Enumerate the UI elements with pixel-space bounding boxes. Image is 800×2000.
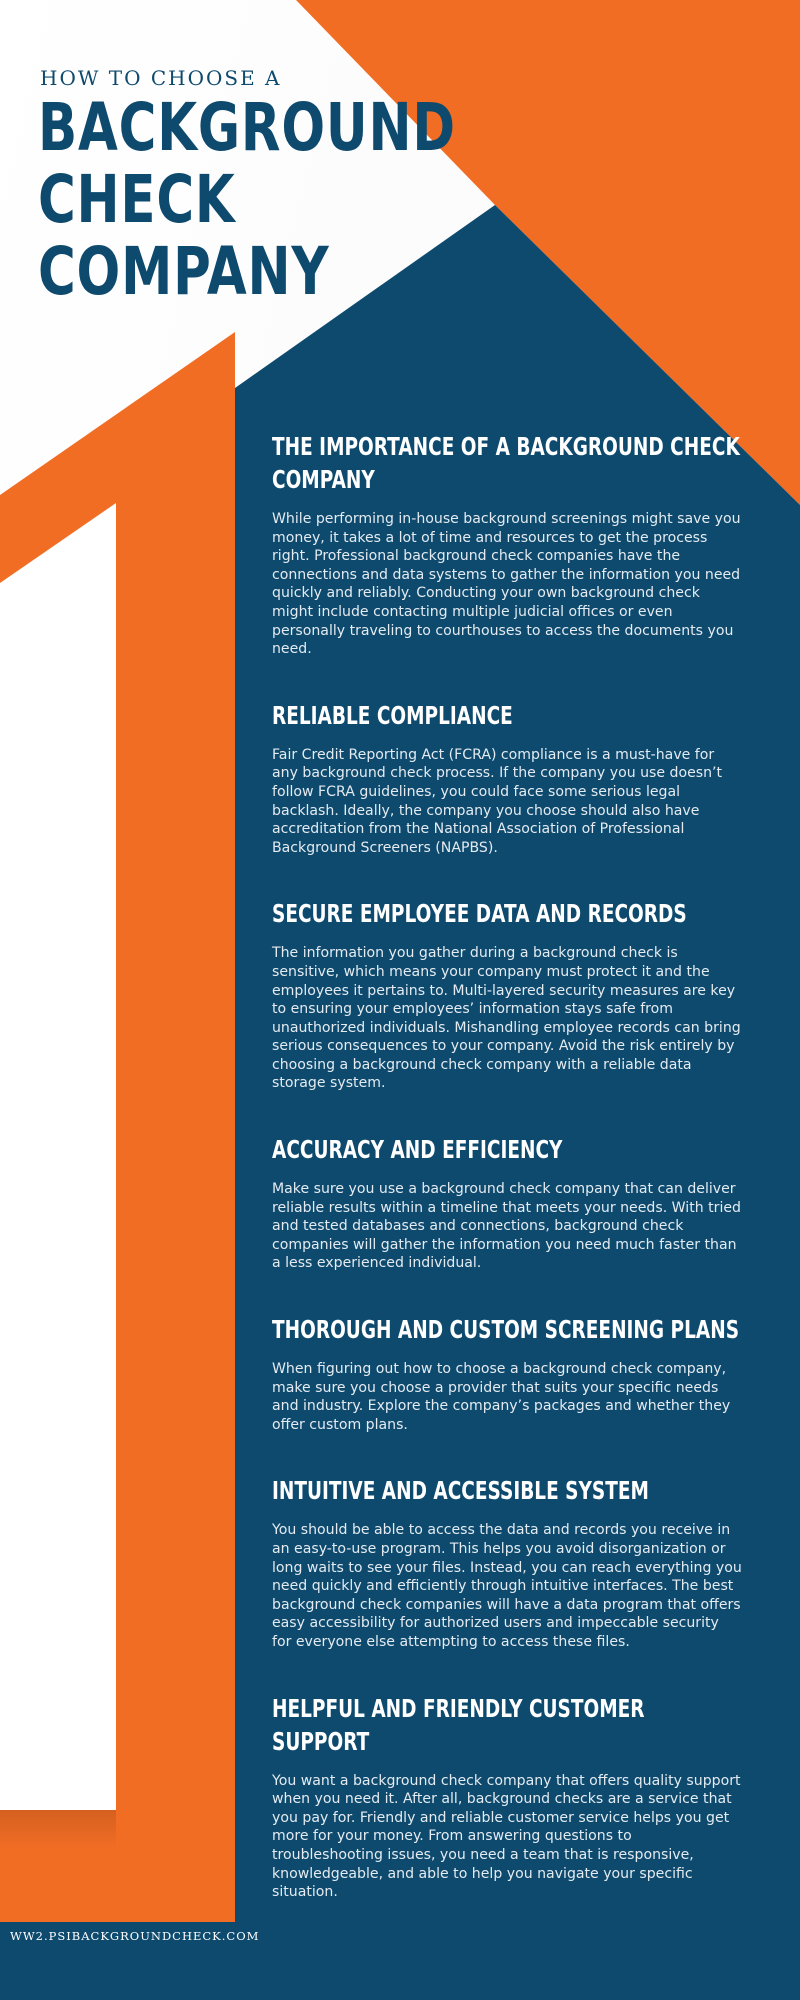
title-line: CHECK: [38, 161, 236, 238]
section-compliance: [272, 699, 742, 858]
section-importance: [272, 430, 742, 659]
section-body: Make sure you use a background check company that can deliver reliable results within a timeline that meets your needs. With tried and tested databases and connections, background check companies will gather the information you need much faster than a less experienced individual.: [272, 1181, 741, 1272]
section-body: Fair Credit Reporting Act (FCRA) compliance is a must-have for any background check process. If the company you use doesn’t follow FCRA guidelines, you could face some serious legal backlash. Ideally, the company you choose should also have accreditation from the National Association of Professional Background Screeners (NAPBS).: [272, 746, 723, 856]
title-line: COMPANY: [38, 233, 330, 310]
section-accessible-system: [272, 1474, 742, 1651]
section-heading: SECURE EMPLOYEE DATA AND RECORDS: [272, 899, 687, 929]
section-heading: HELPFUL AND FRIENDLY CUSTOMER SUPPORT: [272, 1693, 645, 1756]
section-secure-data: [272, 897, 742, 1093]
section-body: You should be able to access the data and records you receive in an easy-to-use program. This helps you avoid disorganization or long waits to see your files. Instead, you can reach everything you need quickly and efficiently through intuitive interfaces. The best background check companies will have a data program that offers easy accessibility for authorized users and impeccable security for everyone else attempting to access these files.: [272, 1522, 742, 1650]
section-body: The information you gather during a background check is sensitive, which means your company must protect it and the employees it pertains to. Multi-layered security measures are key to ensuring your employees’ information stays safe from unauthorized individuals. Mishandling employee records can bring serious consequences to your company. Avoid the risk entirely by choosing a background check company with a reliable data storage system.: [272, 945, 741, 1092]
section-heading: THOROUGH AND CUSTOM SCREENING PLANS: [272, 1315, 740, 1345]
section-screening-plans: [272, 1313, 742, 1434]
header-kicker: HOW TO CHOOSE A: [40, 66, 282, 90]
number-one-shadow: [0, 1810, 116, 1850]
section-heading: RELIABLE COMPLIANCE: [272, 700, 513, 730]
section-heading: INTUITIVE AND ACCESSIBLE SYSTEM: [272, 1476, 649, 1506]
footer-website-url: WW2.PSIBACKGROUNDCHECK.COM: [10, 1929, 260, 1943]
section-heading: ACCURACY AND EFFICIENCY: [272, 1135, 563, 1165]
section-customer-support: [272, 1692, 742, 1902]
number-one-inner-white: [0, 503, 116, 1810]
section-body: When figuring out how to choose a background check company, make sure you choose a provider that suits your specific needs and industry. Explore the company’s packages and whether they offer custom plans.: [272, 1361, 731, 1433]
section-body: You want a background check company that offers quality support when you need it. After all, background checks are a service that you pay for. Friendly and reliable customer service helps you get more for your money. From answering questions to troubleshooting issues, you need a team that is responsive, knowledgeable, and able to help you navigate your specific situation.: [272, 1772, 741, 1901]
section-accuracy: [272, 1133, 742, 1273]
section-heading: THE IMPORTANCE OF A BACKGROUND CHECK COMPANY: [272, 432, 740, 494]
page-title: [38, 89, 456, 310]
content-sections: [272, 430, 742, 1902]
section-body: While performing in-house background screenings might save you money, it takes a lot of time and resources to get the process right. Professional background check companies have the connections and data systems to gather the information you need quickly and reliably. Conducting your own background check might include contacting multiple judicial offices or even personally traveling to courthouses to access the documents you need.: [272, 511, 741, 658]
title-line: BACKGROUND: [38, 89, 456, 166]
